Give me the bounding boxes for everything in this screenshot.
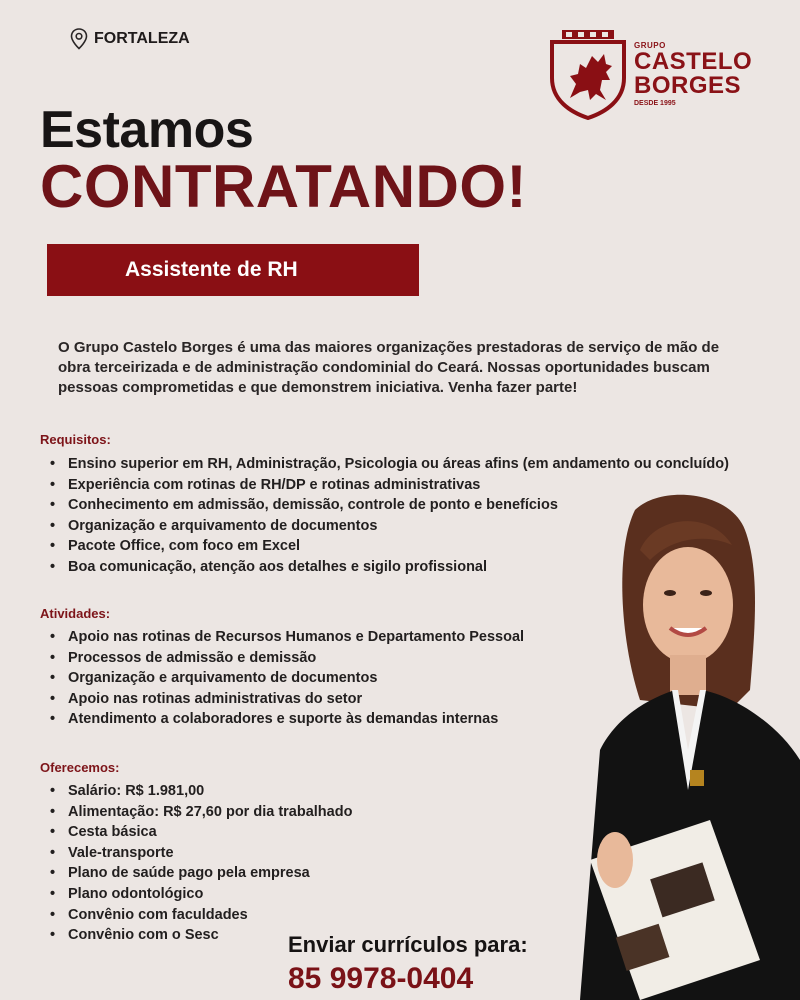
list-item: • Cesta básica bbox=[50, 822, 352, 843]
location-label bbox=[70, 28, 190, 50]
list-item: • Vale-transporte bbox=[50, 843, 352, 864]
cta-label: Enviar currículos para: bbox=[288, 932, 528, 957]
shield-lion-icon bbox=[548, 28, 628, 120]
list-item: • Atendimento a colaboradores e suporte às demandas internas bbox=[50, 709, 524, 730]
headline-line2: CONTRATANDO! bbox=[40, 153, 528, 220]
list-item: • Convênio com o Sesc bbox=[50, 925, 352, 946]
requisitos-title: Requisitos: bbox=[40, 432, 111, 447]
list-item: • Experiência com rotinas de RH/DP e rotinas administrativas bbox=[50, 475, 729, 496]
list-item: • Salário: R$ 1.981,00 bbox=[50, 781, 352, 802]
phone-number[interactable]: 85 9978-0404 bbox=[288, 962, 474, 995]
list-item: • Plano de saúde pago pela empresa bbox=[50, 863, 352, 884]
logo-name-line1: CASTELO bbox=[634, 47, 753, 75]
atividades-title: Atividades: bbox=[40, 606, 111, 621]
oferecemos-list bbox=[50, 781, 352, 946]
list-item: • Boa comunicação, atenção aos detalhes e sigilo profissional bbox=[50, 557, 729, 578]
list-item: • Organização e arquivamento de documentos bbox=[50, 668, 524, 689]
list-item: • Processos de admissão e demissão bbox=[50, 648, 524, 669]
woman-photo bbox=[560, 490, 800, 1000]
job-title-banner bbox=[47, 244, 419, 296]
list-item: • Organização e arquivamento de documentos bbox=[50, 516, 729, 537]
map-pin-icon bbox=[70, 28, 88, 50]
logo-group-label: GRUPO bbox=[634, 40, 666, 50]
atividades-list bbox=[50, 627, 524, 730]
list-item: • Alimentação: R$ 27,60 por dia trabalhado bbox=[50, 802, 352, 823]
oferecemos-title: Oferecemos: bbox=[40, 760, 120, 775]
company-intro: O Grupo Castelo Borges é uma das maiores organizações prestadoras de serviço de mão de obra terceirizada e de administração condominial do Ceará. Nossas oportunidades buscam pessoas comprometidas e que demonstrem iniciativa. Venha fazer parte! bbox=[58, 339, 720, 396]
list-item: • Apoio nas rotinas administrativas do setor bbox=[50, 689, 524, 710]
list-item: • Ensino superior em RH, Administração, Psicologia ou áreas afins (em andamento ou concluído) bbox=[50, 454, 729, 475]
logo-since: DESDE 1995 bbox=[634, 99, 676, 107]
list-item: • Apoio nas rotinas de Recursos Humanos e Departamento Pessoal bbox=[50, 627, 524, 648]
list-item: • Conhecimento em admissão, demissão, controle de ponto e benefícios bbox=[50, 495, 729, 516]
list-item: • Pacote Office, com foco em Excel bbox=[50, 536, 729, 557]
logo-name-line2: BORGES bbox=[634, 71, 742, 99]
list-item: • Plano odontológico bbox=[50, 884, 352, 905]
location-text: FORTALEZA bbox=[94, 30, 190, 47]
list-item: • Convênio com faculdades bbox=[50, 905, 352, 926]
company-logo bbox=[548, 28, 752, 120]
headline-line1: Estamos bbox=[40, 101, 254, 159]
job-title: Assistente de RH bbox=[125, 258, 298, 281]
